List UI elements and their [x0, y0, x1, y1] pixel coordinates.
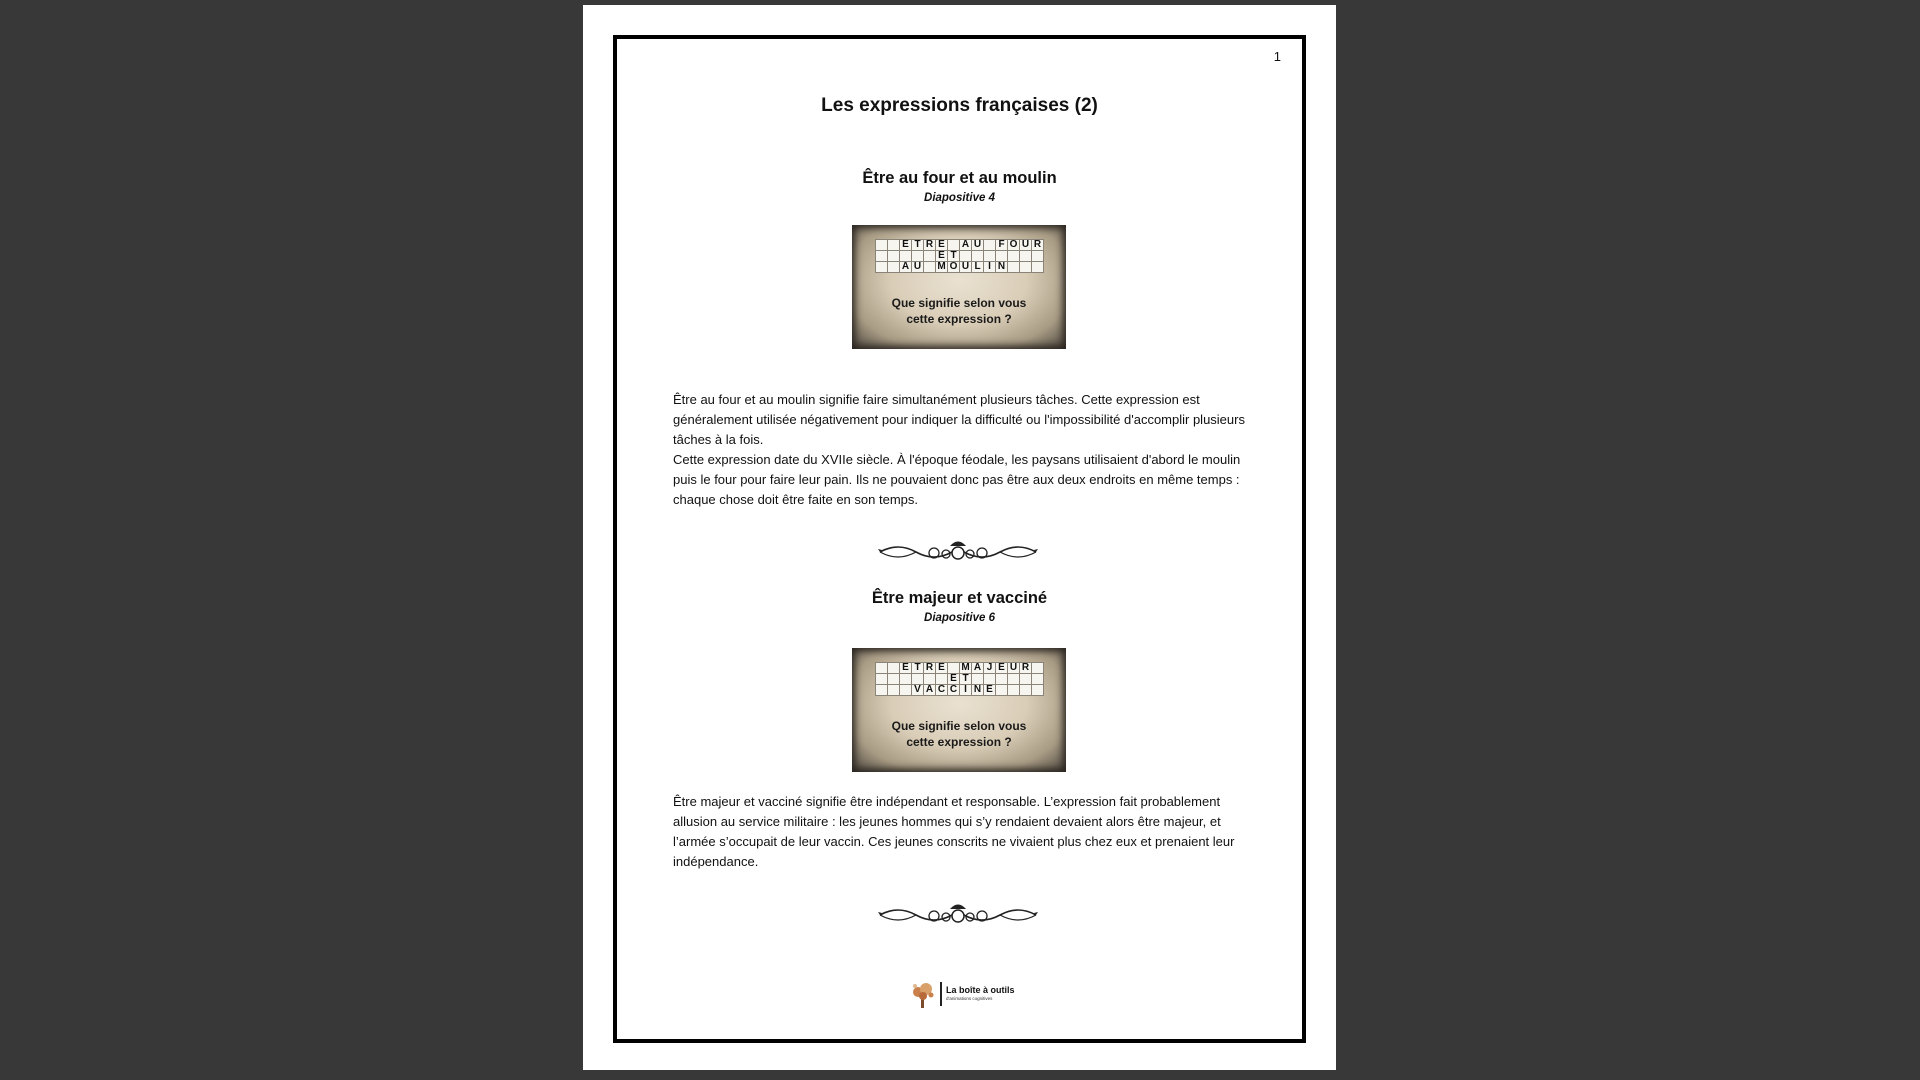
page-number: 1 — [1273, 49, 1281, 64]
grid-cell — [984, 251, 996, 262]
grid-cell — [1020, 685, 1032, 696]
grid-cell — [876, 251, 888, 262]
grid-cell: U — [972, 240, 984, 251]
grid-cell: E — [936, 251, 948, 262]
logo-tagline: d'animations cognitives — [946, 996, 993, 1001]
grid-cell — [924, 251, 936, 262]
grid-cell: E — [948, 674, 960, 685]
slide-thumbnail — [852, 225, 1066, 349]
grid-cell: E — [996, 663, 1008, 674]
slide-question — [852, 718, 1066, 750]
grid-cell — [996, 685, 1008, 696]
grid-cell: F — [996, 240, 1008, 251]
grid-cell: C — [948, 685, 960, 696]
slide-question — [852, 295, 1066, 327]
scroll-ornament-icon — [878, 538, 1038, 566]
grid-cell — [1020, 674, 1032, 685]
crossword-grid — [875, 239, 1044, 273]
grid-cell — [876, 685, 888, 696]
grid-cell: E — [936, 663, 948, 674]
grid-cell — [888, 240, 900, 251]
grid-cell: U — [960, 262, 972, 273]
section-title: Être au four et au moulin — [862, 169, 1057, 187]
grid-cell — [1032, 674, 1044, 685]
grid-cell: E — [936, 240, 948, 251]
grid-cell — [948, 240, 960, 251]
crossword-grid — [875, 662, 1044, 696]
section-subtitle: Diapositive 6 — [924, 612, 995, 624]
grid-cell — [900, 685, 912, 696]
grid-cell: O — [1008, 240, 1020, 251]
footer-logo — [910, 976, 1020, 1016]
grid-cell: T — [948, 251, 960, 262]
grid-cell — [912, 251, 924, 262]
grid-cell — [888, 685, 900, 696]
grid-cell — [888, 674, 900, 685]
grid-cell — [1020, 262, 1032, 273]
grid-cell: N — [972, 685, 984, 696]
grid-cell — [888, 663, 900, 674]
grid-cell — [924, 262, 936, 273]
grid-cell — [876, 674, 888, 685]
grid-cell — [936, 674, 948, 685]
grid-cell — [1008, 674, 1020, 685]
slide-question-line: Que signifie selon vous — [891, 719, 1027, 733]
slide-thumbnail — [852, 648, 1066, 772]
grid-cell — [948, 663, 960, 674]
grid-cell — [900, 251, 912, 262]
grid-cell — [984, 240, 996, 251]
grid-cell — [876, 240, 888, 251]
grid-cell: E — [900, 240, 912, 251]
grid-cell: T — [960, 674, 972, 685]
logo-name: La boîte à outils — [946, 985, 1015, 995]
grid-cell: O — [948, 262, 960, 273]
grid-cell: U — [912, 262, 924, 273]
grid-cell: M — [961, 662, 970, 673]
grid-cell — [1032, 685, 1044, 696]
grid-cell — [1032, 251, 1044, 262]
grid-cell: A — [900, 262, 912, 273]
scroll-ornament-icon — [878, 901, 1038, 929]
grid-cell: M — [937, 261, 946, 272]
grid-cell: N — [996, 262, 1008, 273]
grid-cell — [912, 674, 924, 685]
grid-cell — [1008, 251, 1020, 262]
grid-cell — [960, 251, 972, 262]
grid-cell — [888, 251, 900, 262]
grid-cell: U — [1008, 663, 1020, 674]
grid-cell — [1008, 262, 1020, 273]
grid-cell: T — [912, 240, 924, 251]
grid-cell — [1032, 262, 1044, 273]
grid-cell: V — [912, 685, 924, 696]
grid-cell: L — [972, 262, 984, 273]
grid-cell: A — [960, 240, 972, 251]
grid-cell — [924, 674, 936, 685]
grid-cell: R — [924, 663, 936, 674]
grid-cell: I — [984, 262, 996, 273]
document-title: Les expressions françaises (2) — [821, 95, 1098, 116]
grid-cell — [876, 262, 888, 273]
grid-cell: T — [912, 663, 924, 674]
grid-cell — [876, 663, 888, 674]
grid-cell: U — [1020, 240, 1032, 251]
slide-question-line: cette expression ? — [906, 735, 1012, 749]
grid-row — [876, 674, 1044, 685]
slide-question-line: Que signifie selon vous — [891, 296, 1027, 310]
grid-cell — [1008, 685, 1020, 696]
grid-cell: J — [984, 663, 996, 674]
grid-cell — [972, 251, 984, 262]
grid-cell: R — [1020, 663, 1032, 674]
grid-cell: R — [1032, 240, 1044, 251]
grid-row — [876, 251, 1044, 262]
section-body — [673, 792, 1245, 872]
body-paragraph: Être au four et au moulin signifie faire simultanément plusieurs tâches. Cette expression est généralement utilisée négativement pour indiquer la difficulté ou l'impossibilité d'accomplir plusieurs tâches à la fois. — [673, 392, 1245, 447]
logo-divider — [940, 982, 942, 1006]
grid-cell: E — [900, 663, 912, 674]
tree-logo-icon — [910, 980, 936, 1010]
body-paragraph: Être majeur et vacciné signifie être indépendant et responsable. L’expression fait probablement allusion au service militaire : les jeunes hommes qui s’y rendaient devaient alors être majeur, et l’armée s’occupait de leur vaccin. Ces jeunes conscrits ne vivaient plus chez eux et prenaient leur indépendance. — [673, 794, 1235, 869]
grid-cell: A — [924, 685, 936, 696]
grid-cell — [1020, 251, 1032, 262]
grid-cell: E — [984, 685, 996, 696]
grid-row — [876, 685, 1044, 696]
section-title: Être majeur et vacciné — [871, 589, 1048, 607]
grid-cell — [972, 674, 984, 685]
grid-row — [876, 663, 1044, 674]
grid-cell: A — [972, 663, 984, 674]
document-page — [583, 5, 1336, 1070]
grid-row — [876, 262, 1044, 273]
body-paragraph: Cette expression date du XVIIe siècle. À l'époque féodale, les paysans utilisaient d'abord le moulin puis le four pour faire leur pain. Ils ne pouvaient donc pas être aux deux endroits en même temps : chaque chose doit être faite en son temps. — [673, 452, 1241, 507]
grid-cell — [1032, 663, 1044, 674]
grid-row — [876, 240, 1044, 251]
grid-cell: C — [936, 685, 948, 696]
section-subtitle: Diapositive 4 — [924, 192, 995, 204]
section-body — [673, 390, 1245, 510]
grid-cell — [900, 674, 912, 685]
grid-cell — [996, 251, 1008, 262]
slide-question-line: cette expression ? — [906, 312, 1012, 326]
grid-cell — [888, 262, 900, 273]
grid-cell — [984, 674, 996, 685]
grid-cell — [996, 674, 1008, 685]
grid-cell: I — [960, 685, 972, 696]
grid-cell: R — [924, 240, 936, 251]
